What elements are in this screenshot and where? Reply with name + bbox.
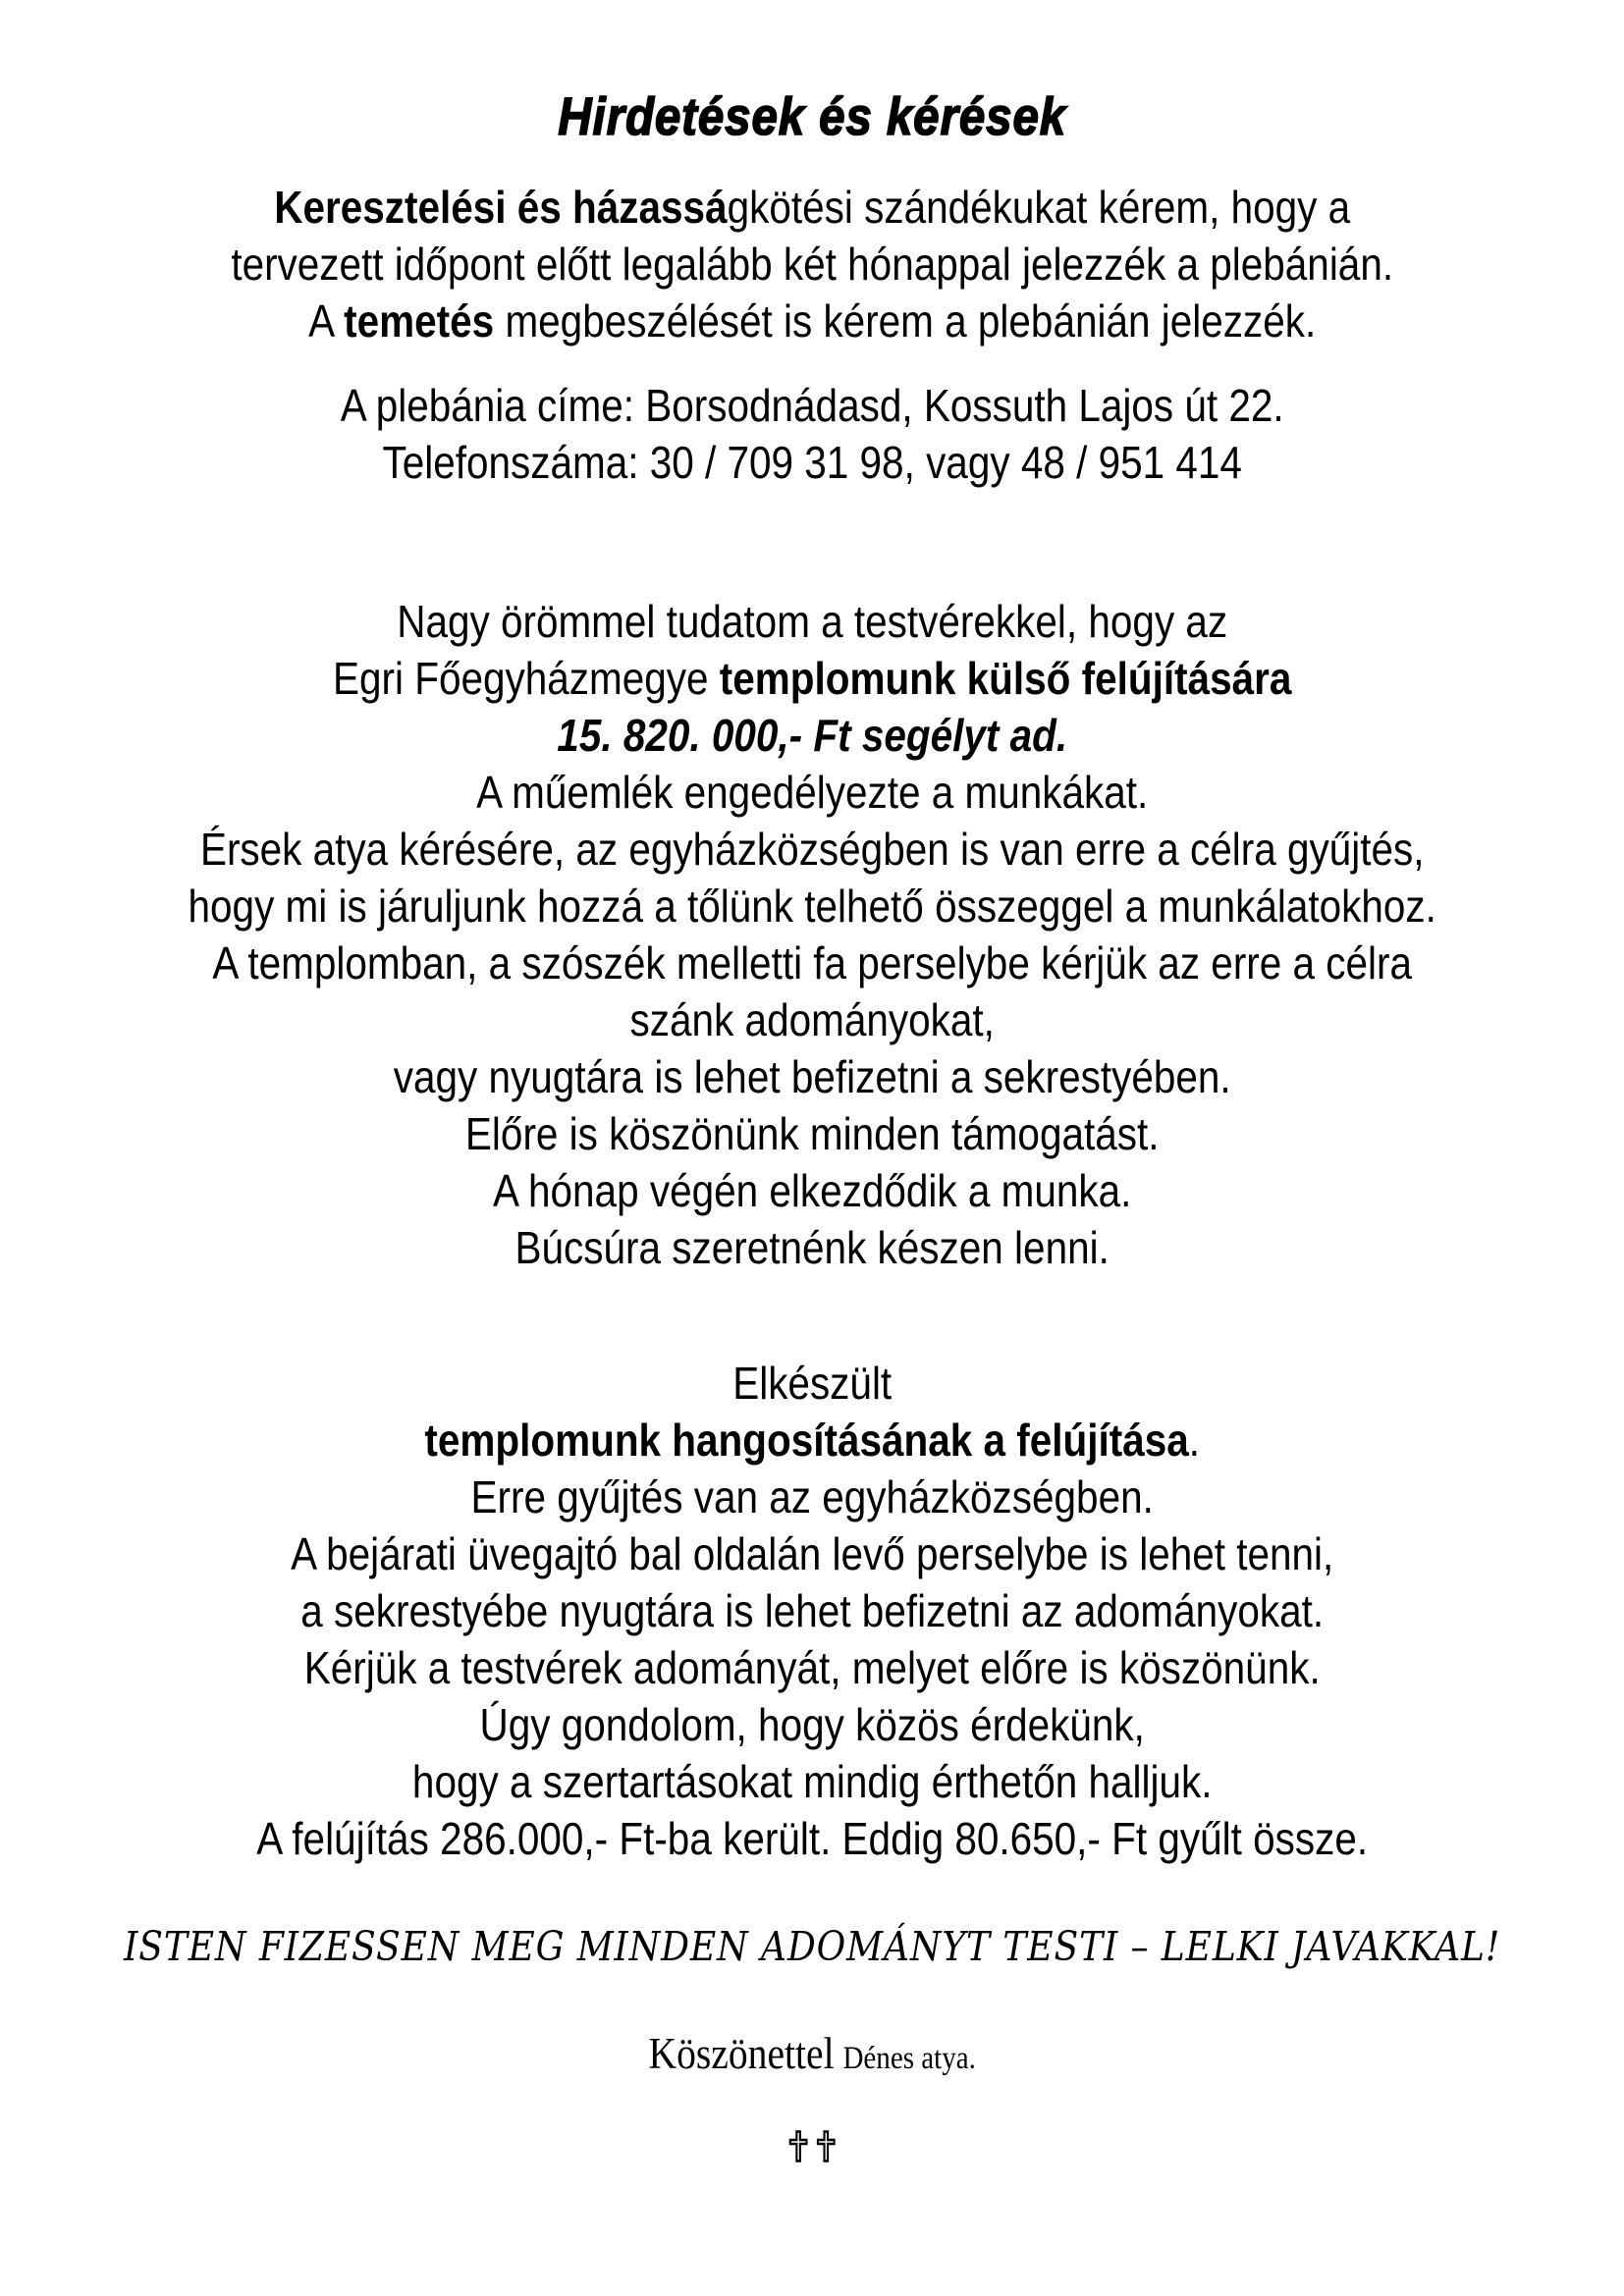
regular-text: . — [1188, 1415, 1200, 1466]
text-line — [0, 179, 1624, 236]
latin-cross-icon — [788, 2130, 807, 2163]
text-line — [0, 1412, 1624, 1468]
text-line: vagy nyugtára is lehet befizetni a sekrestyében. — [393, 1051, 1231, 1102]
blessing-line: ISTEN FIZESSEN MEG MINDEN ADOMÁNYT TESTI – LELKI JAVAKKAL! — [124, 1923, 1501, 1970]
latin-cross-icon — [817, 2130, 836, 2163]
text-line: A templomban, a szószék melletti fa perselybe kérjük az erre a célra — [212, 937, 1413, 988]
grant-amount-line: 15. 820. 000,- Ft segélyt ad. — [557, 710, 1068, 761]
regular-text: A — [308, 295, 345, 347]
text-line: tervezett időpont előtt legalább két hónappal jelezzék a plebánián. — [231, 239, 1394, 290]
bold-text: templomunk hangosításának a felújítása — [424, 1415, 1189, 1466]
bold-text: Keresztelési és házassá — [274, 182, 728, 233]
text-line: A bejárati üvegajtó bal oldalán levő perselybe is lehet tenni, — [291, 1528, 1334, 1579]
phone-line: Telefonszáma: 30 / 709 31 98, vagy 48 / 951 414 — [382, 437, 1242, 488]
text-line: szánk adományokat, — [629, 994, 995, 1045]
text-line — [0, 293, 1624, 349]
regular-text: megbeszélését is kérem a plebánián jelezzék. — [494, 295, 1317, 347]
cost-summary-line: A felújítás 286.000,- Ft-ba került. Eddig 80.650,- Ft gyűlt össze. — [256, 1813, 1369, 1864]
text-line: A hónap végén elkezdődik a munka. — [492, 1165, 1132, 1216]
address-line: A plebánia címe: Borsodnádasd, Kossuth Lajos út 22. — [340, 380, 1284, 431]
page-title: Hirdetések és kérések — [558, 87, 1067, 146]
renovation-paragraph — [0, 593, 1624, 1276]
signature-line — [0, 2028, 1624, 2079]
bold-text: templomunk külső felújítására — [719, 653, 1292, 704]
text-line: Kérjük a testvérek adományát, melyet előre is köszönünk. — [303, 1642, 1321, 1693]
text-line: Nagy örömmel tudatom a testvérekkel, hogy az — [397, 596, 1228, 647]
text-line: a sekrestyébe nyugtára is lehet befizetni az adományokat. — [300, 1585, 1325, 1636]
crosses-row — [0, 2130, 1624, 2163]
contact-paragraph — [0, 377, 1624, 491]
intro-paragraph — [0, 179, 1624, 349]
regular-text: gkötési szándékukat kérem, hogy a — [727, 182, 1351, 233]
text-line: Erre gyűjtés van az egyházközségben. — [470, 1471, 1154, 1522]
text-line — [0, 650, 1624, 707]
text-line: A műemlék engedélyezte a munkákat. — [476, 767, 1149, 818]
text-line: Előre is köszönünk minden támogatást. — [464, 1108, 1160, 1159]
signature-name: Dénes atya. — [842, 2041, 976, 2076]
signature-thanks: Köszönettel — [648, 2029, 835, 2078]
bold-text: temetés — [344, 295, 495, 347]
text-line: Úgy gondolom, hogy közös érdekünk, — [479, 1699, 1145, 1750]
text-line: hogy a szertartásokat mindig érthetőn halljuk. — [411, 1756, 1213, 1807]
text-line: Elkészült — [732, 1358, 893, 1409]
text-line: hogy mi is járuljunk hozzá a tőlünk telhető összeggel a munkálatokhoz. — [188, 881, 1436, 932]
regular-text: Egri Főegyházmegye — [333, 653, 720, 704]
text-line: Érsek atya kérésére, az egyházközségben is van erre a célra gyűjtés, — [199, 824, 1425, 875]
sound-system-paragraph — [0, 1355, 1624, 1867]
text-line: Búcsúra szeretnénk készen lenni. — [514, 1222, 1110, 1273]
